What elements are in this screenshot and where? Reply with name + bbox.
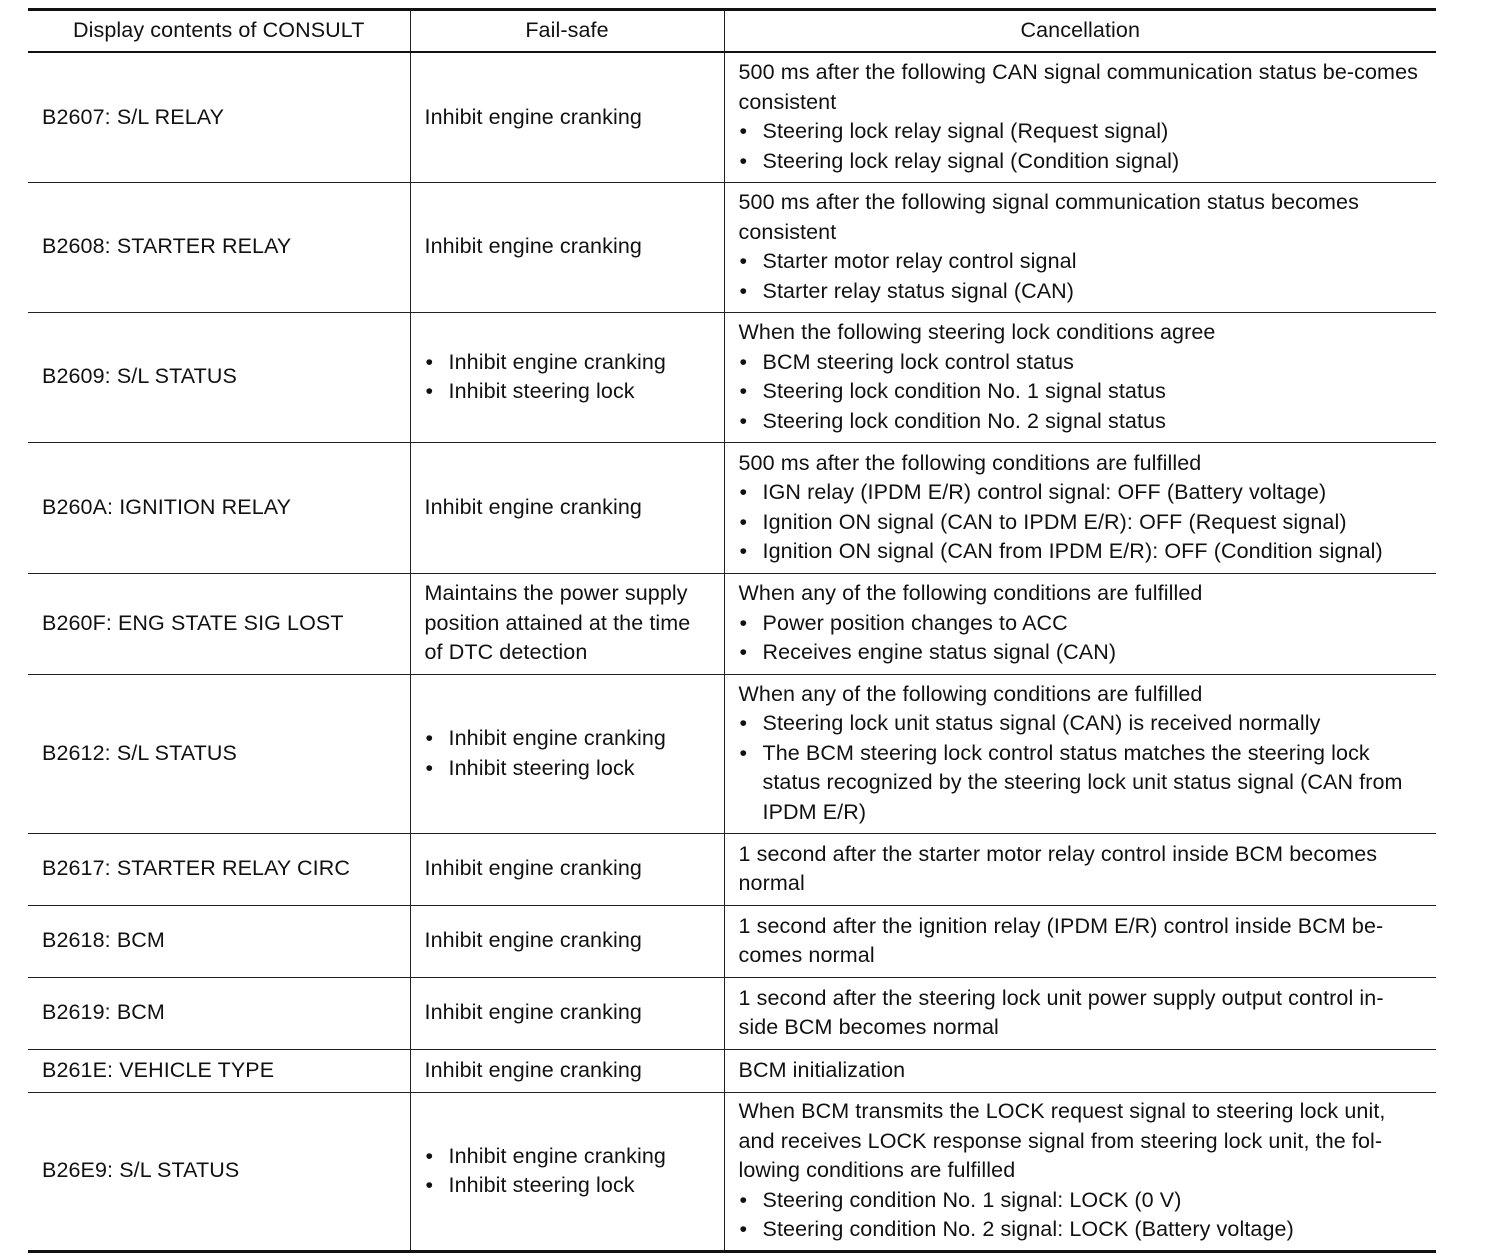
failsafe-cell (410, 442, 724, 573)
table-row (28, 1092, 1436, 1251)
cancellation-text: When BCM transmits the LOCK request signal to steering lock unit, and receives LOCK response signal from steering lock unit, the fol-lowing conditions are fulfilled (738, 1099, 1386, 1183)
failsafe-list (425, 348, 710, 407)
cancellation-text: 1 second after the ignition relay (IPDM E/R) control inside BCM be-comes normal (738, 913, 1384, 967)
cancellation-list-item: • Steering condition No. 2 signal: LOCK (Battery voltage) (739, 1215, 1423, 1245)
failsafe-list (425, 1142, 710, 1201)
failsafe-text: Inhibit engine cranking (424, 104, 642, 129)
table-row (28, 312, 1436, 442)
dtc-cell: B2607: S/L RELAY (28, 52, 410, 182)
failsafe-list (425, 724, 710, 783)
cancellation-list (739, 117, 1423, 176)
failsafe-list-item: • Inhibit engine cranking (425, 724, 710, 754)
dtc-cell: B2617: STARTER RELAY CIRC (28, 833, 410, 905)
cancellation-list (739, 609, 1423, 668)
table-row (28, 977, 1436, 1049)
dtc-cell: B261E: VEHICLE TYPE (28, 1049, 410, 1092)
cancellation-list-item: • Starter motor relay control signal (739, 247, 1423, 277)
cancellation-cell (724, 905, 1436, 977)
table-row (28, 442, 1436, 573)
failsafe-cell (410, 674, 724, 833)
cancellation-list-item: • Receives engine status signal (CAN) (739, 638, 1423, 668)
cancellation-text: 500 ms after the following conditions are fulfilled (738, 450, 1202, 475)
dtc-cell: B260A: IGNITION RELAY (28, 442, 410, 573)
cancellation-list-item: • The BCM steering lock control status matches the steering lock status recognized by the steering lock unit status signal (CAN from IPDM E/R) (739, 739, 1423, 828)
cancellation-list-item: • Ignition ON signal (CAN to IPDM E/R): OFF (Request signal) (739, 508, 1423, 538)
cancellation-list (739, 348, 1423, 437)
failsafe-text: Inhibit engine cranking (424, 856, 642, 881)
cancellation-cell (724, 1049, 1436, 1092)
failsafe-text: Inhibit engine cranking (424, 928, 642, 953)
cancellation-text: 1 second after the steering lock unit power supply output control in-side BCM becomes normal (738, 985, 1384, 1039)
failsafe-cell (410, 52, 724, 182)
failsafe-cell (410, 833, 724, 905)
cancellation-list (739, 247, 1423, 306)
cancellation-cell (724, 312, 1436, 442)
failsafe-text: Inhibit engine cranking (424, 1000, 642, 1025)
table-row (28, 573, 1436, 674)
cancellation-list-item: • Steering lock relay signal (Condition signal) (739, 147, 1423, 177)
table-body (28, 52, 1436, 1251)
cancellation-list (739, 478, 1423, 567)
cancellation-cell (724, 442, 1436, 573)
cancellation-list-item: • Steering lock condition No. 1 signal status (739, 377, 1423, 407)
table-row (28, 52, 1436, 182)
cancellation-text: 500 ms after the following signal communication status becomes consistent (738, 190, 1359, 244)
failsafe-list-item: • Inhibit engine cranking (425, 1142, 710, 1172)
cancellation-list-item: • Steering condition No. 1 signal: LOCK (0 V) (739, 1186, 1423, 1216)
cancellation-list-item: • Steering lock condition No. 2 signal status (739, 407, 1423, 437)
table-row (28, 674, 1436, 833)
failsafe-text: Maintains the power supply position attained at the time of DTC detection (424, 581, 691, 665)
dtc-cell: B2609: S/L STATUS (28, 312, 410, 442)
header-fail-safe: Fail-safe (410, 10, 724, 53)
failsafe-cell (410, 905, 724, 977)
dtc-cell: B26E9: S/L STATUS (28, 1092, 410, 1251)
cancellation-list (739, 1186, 1423, 1245)
dtc-cell: B260F: ENG STATE SIG LOST (28, 573, 410, 674)
failsafe-cell (410, 977, 724, 1049)
cancellation-cell (724, 1092, 1436, 1251)
dtc-cell: B2618: BCM (28, 905, 410, 977)
dtc-cell: B2612: S/L STATUS (28, 674, 410, 833)
failsafe-text: Inhibit engine cranking (424, 1057, 642, 1082)
cancellation-cell (724, 573, 1436, 674)
cancellation-text: 1 second after the starter motor relay control inside BCM becomes normal (738, 841, 1378, 895)
cancellation-list-item: • Power position changes to ACC (739, 609, 1423, 639)
table-header (28, 10, 1436, 53)
cancellation-cell (724, 52, 1436, 182)
failsafe-cell (410, 573, 724, 674)
cancellation-cell (724, 833, 1436, 905)
failsafe-list-item: • Inhibit steering lock (425, 754, 710, 784)
cancellation-text: BCM initialization (738, 1057, 906, 1082)
cancellation-cell (724, 977, 1436, 1049)
header-display-contents: Display contents of CONSULT (28, 10, 410, 53)
failsafe-cell (410, 312, 724, 442)
cancellation-list-item: • Ignition ON signal (CAN from IPDM E/R): OFF (Condition signal) (739, 537, 1423, 567)
failsafe-table (28, 8, 1436, 1253)
cancellation-text: When any of the following conditions are fulfilled (738, 581, 1203, 606)
failsafe-text: Inhibit engine cranking (424, 494, 642, 519)
cancellation-list-item: • Starter relay status signal (CAN) (739, 277, 1423, 307)
cancellation-cell (724, 182, 1436, 312)
table-row (28, 905, 1436, 977)
table-row (28, 833, 1436, 905)
cancellation-list-item: • Steering lock relay signal (Request signal) (739, 117, 1423, 147)
cancellation-list-item: • IGN relay (IPDM E/R) control signal: OFF (Battery voltage) (739, 478, 1423, 508)
failsafe-text: Inhibit engine cranking (424, 234, 642, 259)
failsafe-cell (410, 182, 724, 312)
header-cancellation: Cancellation (724, 10, 1436, 53)
cancellation-cell (724, 674, 1436, 833)
cancellation-list (739, 709, 1423, 827)
failsafe-list-item: • Inhibit steering lock (425, 377, 710, 407)
failsafe-list-item: • Inhibit engine cranking (425, 348, 710, 378)
header-row (28, 10, 1436, 53)
failsafe-cell (410, 1049, 724, 1092)
dtc-cell: B2608: STARTER RELAY (28, 182, 410, 312)
cancellation-text: When any of the following conditions are fulfilled (738, 681, 1203, 706)
failsafe-list-item: • Inhibit steering lock (425, 1171, 710, 1201)
cancellation-text: When the following steering lock conditions agree (738, 320, 1216, 344)
table-row (28, 182, 1436, 312)
cancellation-list-item: • BCM steering lock control status (739, 348, 1423, 378)
table-row (28, 1049, 1436, 1092)
cancellation-text: 500 ms after the following CAN signal communication status be-comes consistent (738, 60, 1418, 114)
dtc-cell: B2619: BCM (28, 977, 410, 1049)
cancellation-list-item: • Steering lock unit status signal (CAN) is received normally (739, 709, 1423, 739)
failsafe-cell (410, 1092, 724, 1251)
